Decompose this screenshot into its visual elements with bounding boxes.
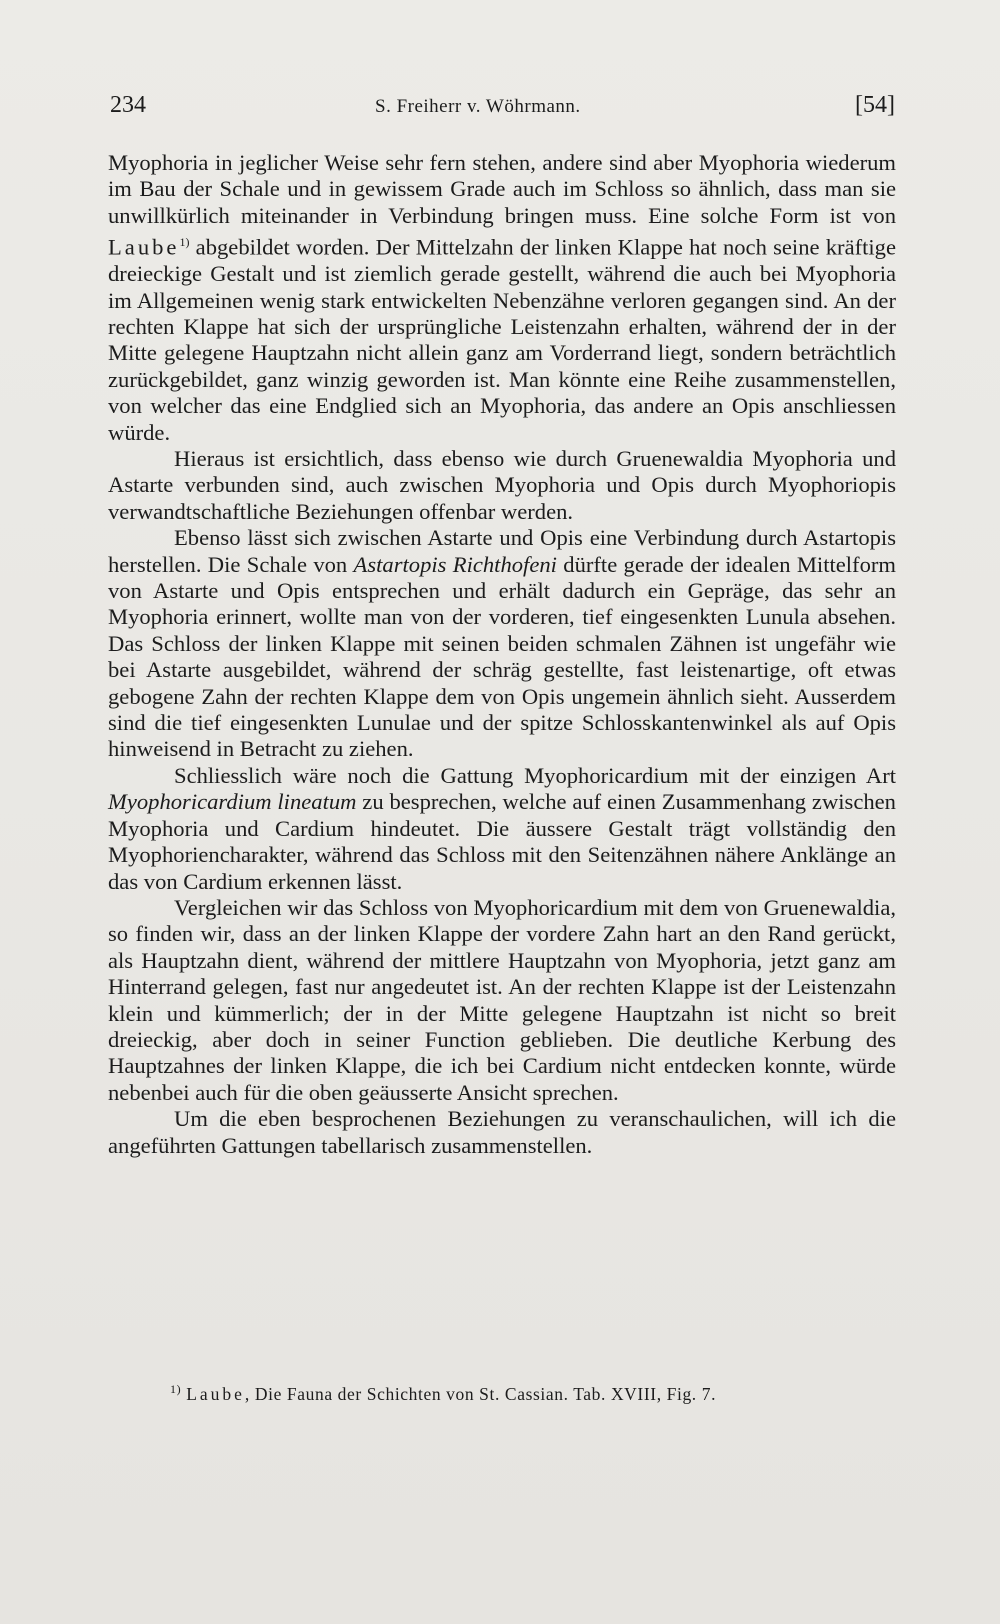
paragraph [108, 895, 896, 1106]
text-run: Ebenso lässt sich zwischen Astarte und Opis eine Verbindung durch Astartopis herstellen. Die Schale von [108, 525, 896, 577]
page-header [110, 92, 895, 128]
footnote-author: Laube [186, 1383, 245, 1404]
paragraph [108, 1106, 896, 1159]
text-run: Um die eben besprochenen Beziehungen zu veranschaulichen, will ich die angeführten Gattungen tabellarisch zusammenstellen. [108, 1106, 896, 1158]
footnote-reference: 1) [179, 235, 190, 250]
text-run: zu besprechen, welche auf einen Zusammenhang zwischen Myophoria und Cardium hindeutet. Die äussere Gestalt trägt vollständig den Myophoriencharakter, während das Schloss mit den Seitenzähnen nähere Anklänge an das von Cardium erkennen lässt. [108, 789, 896, 894]
paragraph [108, 446, 896, 525]
page-number: 234 [110, 92, 146, 118]
text-run: Hieraus ist ersichtlich, dass ebenso wie durch Gruenewaldia Myophoria und Astarte verbunden sind, auch zwischen Myophoria und Opis durch Myophoriopis verwandtschaftliche Beziehungen offenbar werden. [108, 446, 896, 524]
paragraph [108, 150, 896, 446]
taxon-name: Astartopis Richthofeni [353, 551, 557, 577]
author-name: Laube [108, 234, 180, 260]
running-head: S. Freiherr v. Wöhrmann. [375, 96, 581, 117]
text-run: Vergleichen wir das Schloss von Myophoricardium mit dem von Gruenewaldia, so finden wir, dass an der linken Klappe der vordere Zahn hart an den Rand gerückt, als Hauptzahn dient, während der mittlere Hauptzahn von Myophoria, jetzt ganz am Hinterrand gelegen, fast nur angedeutet ist. An der rechten Klappe ist der Leistenzahn klein und kümmerlich; der in der Mitte gelegene Hauptzahn ist nicht so breit dreieckig, aber doch in seiner Function geblieben. Die deutliche Kerbung des Hauptzahnes der linken Klappe, die ich bei Cardium nicht entdecken konnte, würde nebenbei auch für die oben geäusserte Ansicht sprechen. [108, 894, 896, 1105]
footnote-text: , Die Fauna der Schichten von St. Cassian. Tab. XVIII, Fig. 7. [244, 1383, 717, 1404]
text-run: abgebildet worden. Der Mittelzahn der linken Klappe hat noch seine kräftige dreieckige Gestalt und ist ziemlich gerade gestellt, während die auch bei Myophoria im Allgemeinen wenig stark entwickelten Nebenzähne verloren gegangen sind. An der rechten Klappe hat sich der ursprüngliche Leistenzahn erhalten, während der in der Mitte gelegene Hauptzahn nicht allein ganz am Vorderrand liegt, sondern beträchtlich zurückgebildet, ganz winzig geworden ist. Man könnte eine Reihe zusammenstellen, von welcher das eine Endglied sich an Myophoria, das andere an Opis anschliessen würde. [108, 234, 896, 445]
paragraph [108, 763, 896, 895]
body-text [108, 150, 896, 1159]
text-run: Myophoria in jeglicher Weise sehr fern stehen, andere sind aber Myophoria wiederum im Bau der Schale und in gewissem Grade auch im Schloss so ähnlich, dass man sie unwillkürlich miteinander in Verbindung bringen muss. Eine solche Form ist von [108, 150, 896, 228]
paragraph [108, 525, 896, 763]
text-run: Schliesslich wäre noch die Gattung Myophoricardium mit der einzigen Art [174, 762, 896, 788]
text-run: dürfte gerade der idealen Mittelform von Astarte und Opis entsprechen und erhält dadurch ein Gepräge, das sehr an Myophoria erinnert, wollte man von der vorderen, tief eingesenkten Lunula absehen. Das Schloss der linken Klappe mit seinen beiden schmalen Zähnen ist ungefähr wie bei Astarte ausgebildet, während der schräg gestellte, fast leistenartige, oft etwas gebogene Zahn der rechten Klappe dem von Opis ungemein ähnlich sieht. Ausserdem sind die tief eingesenkten Lunulae und der spitze Schlosskantenwinkel als auf Opis hinweisend in Betracht zu ziehen. [108, 551, 896, 762]
footnote [170, 1382, 870, 1405]
taxon-name: Myophoricardium lineatum [108, 789, 357, 815]
section-number: [54] [855, 92, 895, 118]
footnote-marker: 1) [170, 1382, 182, 1396]
